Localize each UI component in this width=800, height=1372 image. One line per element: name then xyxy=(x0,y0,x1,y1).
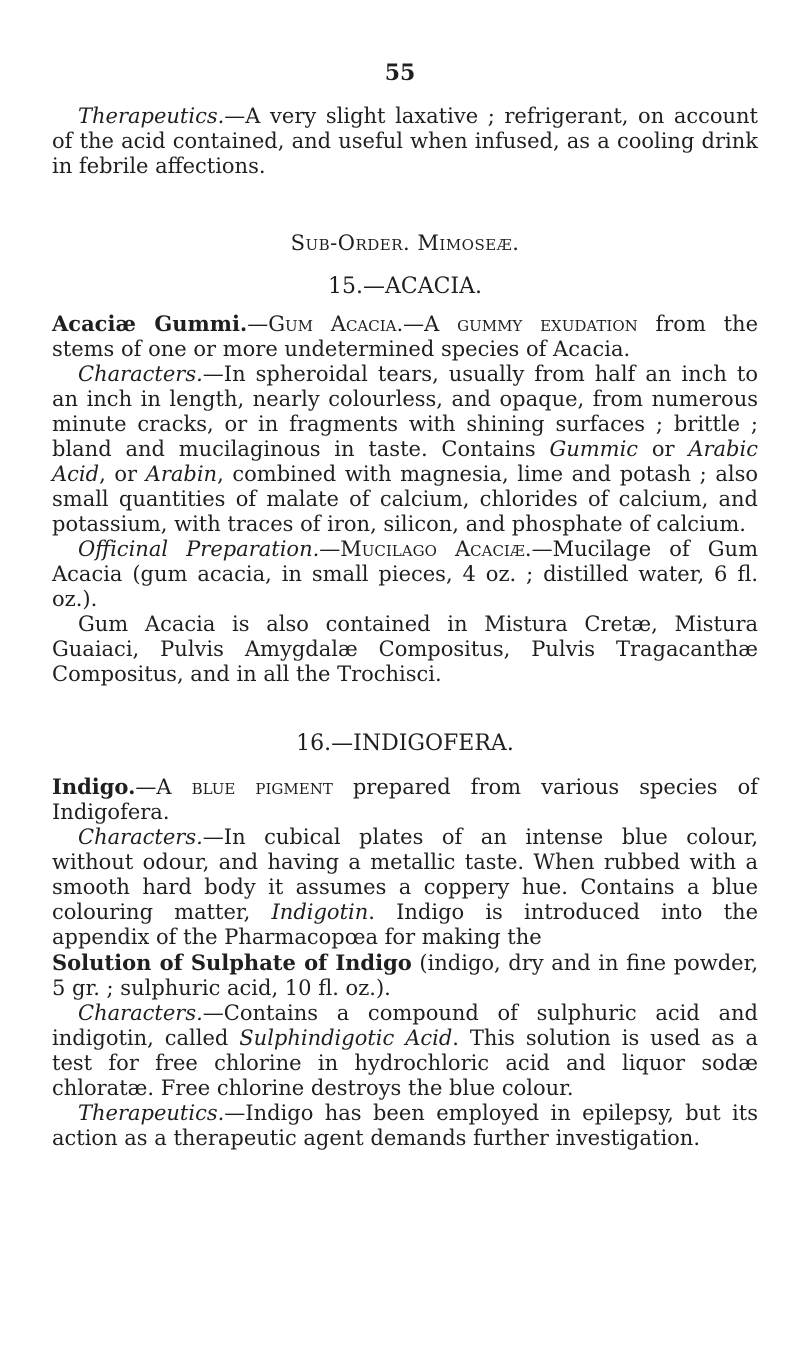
indigo-therapeutics-text: —Indigo has been employed in epilepsy, but its action as a therapeutic agent demands further investigation. xyxy=(52,1101,758,1150)
acacia-officinal-name: —Mucilago Acaciæ. xyxy=(319,537,532,561)
acacia-heading: 15.—ACACIA. xyxy=(328,274,482,299)
arabin-term: Arabin xyxy=(145,462,218,486)
acacia-drug-desc: —A gummy exudation xyxy=(403,312,638,336)
acacia-characters-text-2: or xyxy=(638,437,689,461)
acacia-officinal-text: —Mucilage of Gum Acacia (gum acacia, in small pieces, 4 oz. ; distilled water, 6 fl. oz.). xyxy=(52,537,758,611)
indigo-therapeutics xyxy=(52,1101,758,1151)
indigo-drug-desc: —A blue pigment xyxy=(135,775,333,799)
indigo-definition xyxy=(52,774,758,825)
gummic-acid-term: Gummic xyxy=(549,437,639,461)
indigo-characters2-text-1: —Contains a compound of sulphuric acid and indigotin, called xyxy=(52,1001,758,1050)
page-number: 55 xyxy=(384,60,416,86)
sulphindigotic-term: Sulphindigotic Acid xyxy=(239,1026,453,1050)
acacia-characters-text-4: , combined with magnesia, lime and potash ; also small quantities of malate of calcium, chlorides of calcium, and potassium, with traces of iron, silicon, and phosphate of calcium. xyxy=(52,462,758,536)
indigo-characters-2 xyxy=(52,1001,758,1101)
indigo-characters2-label: Characters. xyxy=(78,1001,203,1025)
indigo-characters-text-1: —In cubical plates of an intense blue colour, without odour, and having a metallic taste. When rubbed with a smooth hard body it assumes a coppery hue. Contains a blue colouring matter, xyxy=(52,825,758,924)
indigo-characters-label: Characters. xyxy=(78,825,203,849)
indigofera-heading: 16.—INDIGOFERA. xyxy=(296,731,514,756)
indigo-characters2-text-2: . This solution is used as a test for free chlorine in hydrochloric acid and liquor sodæ chloratæ. Free chlorine destroys the blue colour. xyxy=(52,1026,759,1100)
indigo-characters xyxy=(52,825,758,950)
sub-order-heading: Sub-Order. Mimoseæ. xyxy=(290,231,520,255)
therapeutics-label: Therapeutics. xyxy=(78,104,225,128)
acacia-officinal-label: Officinal Preparation. xyxy=(78,537,320,561)
solution-text: (indigo, dry and in fine powder, 5 gr. ; sulphuric acid, 10 fl. oz.). xyxy=(52,951,759,1000)
indigo-drug-text: prepared from various species of Indigofera. xyxy=(52,775,758,824)
acacia-drug-name: Acaciæ Gummi. xyxy=(52,311,248,336)
acacia-drug-mid: —Gum Acacia. xyxy=(247,312,404,336)
acacia-officinal xyxy=(52,537,758,612)
indigo-therapeutics-label: Therapeutics. xyxy=(78,1101,225,1125)
indigo-drug-name: Indigo. xyxy=(52,774,136,799)
acacia-characters-text-3: , or xyxy=(99,462,146,486)
acacia-characters xyxy=(52,362,758,537)
acacia-contained: Gum Acacia is also contained in Mistura Cretæ, Mistura Guaiaci, Pulvis Amygdalæ Compositus, Pulvis Tragacanthæ Compositus, and in all the Trochisci. xyxy=(52,612,758,686)
page-body xyxy=(52,104,758,1151)
therapeutics-paragraph xyxy=(52,104,758,179)
arabic-acid-term: Arabic Acid xyxy=(52,437,758,486)
acacia-drug-text: from the stems of one or more undetermined species of Acacia. xyxy=(52,312,759,361)
indigotin-term: Indigotin xyxy=(271,900,369,924)
acacia-characters-label: Characters. xyxy=(78,362,203,386)
acacia-characters-text-1: —In spheroidal tears, usually from half an inch to an inch in length, nearly colourless, and opaque, from numerous minute cracks, or in fragments with shining surfaces ; brittle ; bland and mucilaginous in taste. Contains xyxy=(52,362,758,461)
indigo-solution xyxy=(52,950,758,1001)
indigo-characters-text-2: . Indigo is introduced into the appendix of the Pharmacopœa for making the xyxy=(52,900,758,949)
acacia-definition xyxy=(52,311,758,362)
therapeutics-text: —A very slight laxative ; refrigerant, on account of the acid contained, and useful when infused, as a cooling drink in febrile affections. xyxy=(52,104,758,178)
solution-name: Solution of Sulphate of Indigo xyxy=(52,950,412,975)
